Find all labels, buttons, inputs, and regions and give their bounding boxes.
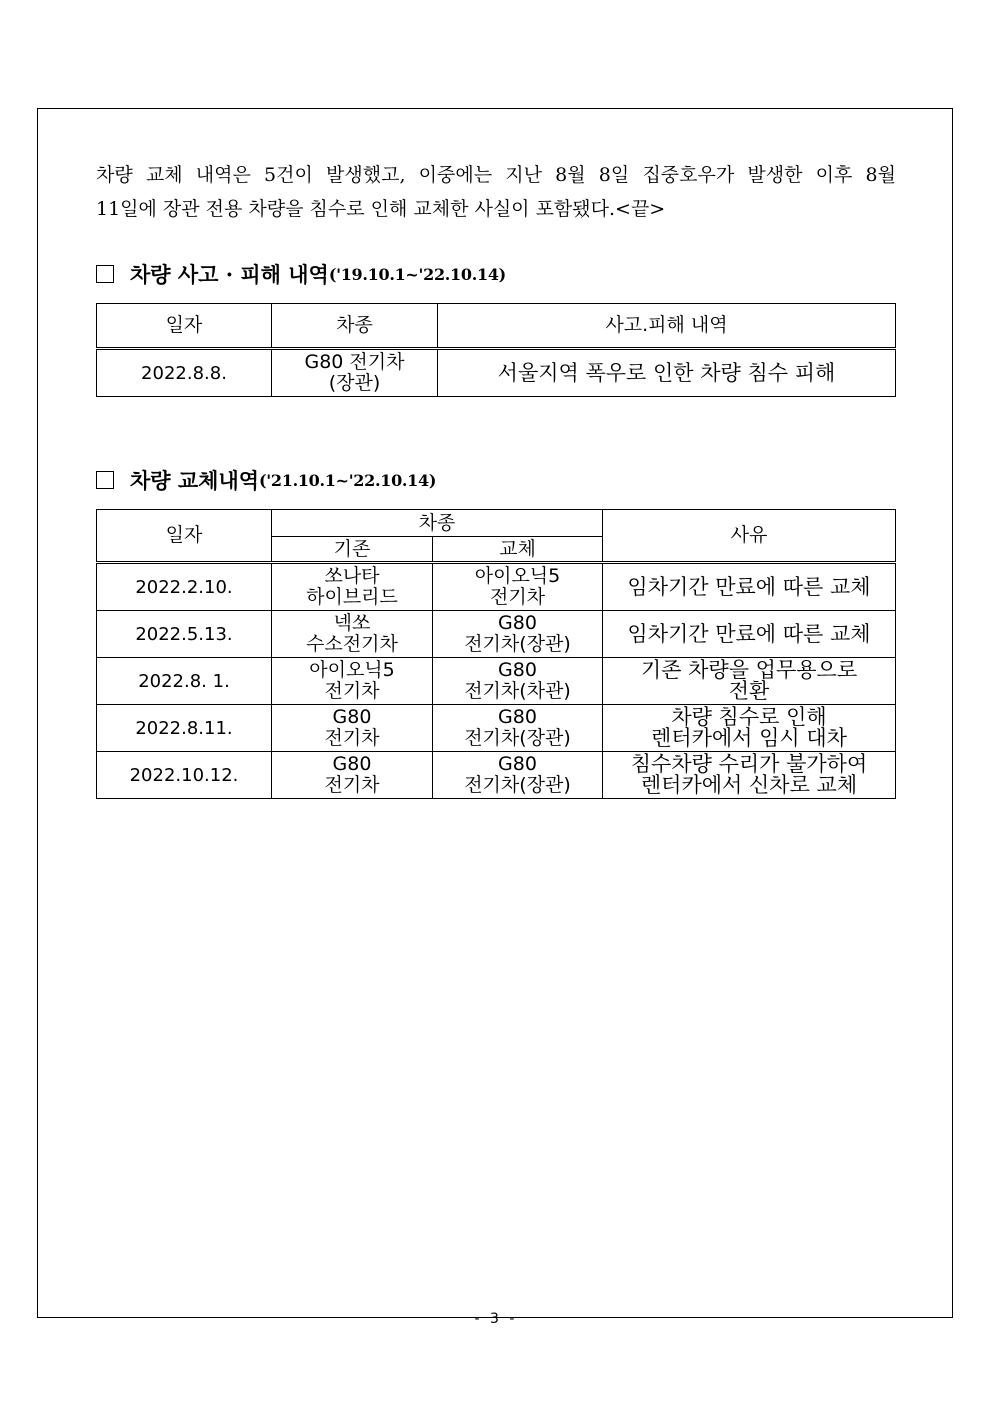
cell-old-line: 하이브리드 xyxy=(306,586,398,608)
section-date-range: ('21.10.1~'22.10.14) xyxy=(259,470,437,490)
cell-old-line: G80 xyxy=(332,706,372,728)
section-date-range: ('19.10.1~'22.10.14) xyxy=(328,264,506,284)
cell-new-line: 아이오닉5 xyxy=(474,565,561,587)
cell-date: 2022.8.11. xyxy=(97,705,272,752)
cell-new-line: G80 xyxy=(498,753,537,775)
section-title: 차량 교체내역 xyxy=(130,468,260,493)
cell-new-line: 전기차(장관) xyxy=(464,774,571,796)
header-reason: 사유 xyxy=(603,510,896,563)
cell-reason-line: 렌터카에서 임시 대차 xyxy=(651,726,847,750)
header-old: 기존 xyxy=(272,537,433,563)
header-date: 일자 xyxy=(97,304,272,349)
cell-new-line: G80 xyxy=(498,706,537,728)
cell-old xyxy=(272,752,433,799)
cell-old-line: G80 xyxy=(332,753,372,775)
cell-new-line: G80 xyxy=(498,659,537,681)
accident-table xyxy=(96,303,896,397)
cell-reason xyxy=(603,611,896,658)
table-header-row xyxy=(97,304,896,349)
cell-reason-line: 차량 침수로 인해 xyxy=(671,705,827,729)
cell-old-line: 전기차 xyxy=(324,680,380,702)
paragraph-line-1: 차량 교체 내역은 5건이 발생했고, 이중에는 지난 8월 8일 집중호우가 발생한 이후 8월 xyxy=(96,164,896,186)
table-row xyxy=(97,705,896,752)
cell-new-line: 전기차(장관) xyxy=(464,727,571,749)
checkbox-square-icon xyxy=(96,265,114,283)
cell-old-line: 수소전기차 xyxy=(306,633,398,655)
table-header-row xyxy=(97,510,896,537)
cell-old xyxy=(272,563,433,611)
page-number: - 3 - xyxy=(474,1311,518,1327)
cell-new-line: 전기차 xyxy=(489,586,546,608)
cell-reason-line: 기존 차량을 업무용으로 xyxy=(640,658,858,682)
table-row xyxy=(97,563,896,611)
cell-reason xyxy=(603,705,896,752)
cell-car-line1: G80 전기차 xyxy=(304,351,405,373)
cell-new xyxy=(433,563,603,611)
cell-old-line: 아이오닉5 xyxy=(309,659,395,681)
cell-reason xyxy=(603,658,896,705)
cell-new xyxy=(433,611,603,658)
section-heading-accidents xyxy=(96,259,506,289)
cell-new-line: G80 xyxy=(498,612,537,634)
cell-old xyxy=(272,658,433,705)
cell-reason-line: 침수차량 수리가 불가하여 xyxy=(630,752,868,776)
table-row xyxy=(97,658,896,705)
cell-date: 2022.2.10. xyxy=(97,563,272,611)
section-heading-replacements xyxy=(96,465,436,495)
cell-new xyxy=(433,658,603,705)
cell-new xyxy=(433,705,603,752)
header-car: 차종 xyxy=(272,304,438,349)
cell-old xyxy=(272,705,433,752)
cell-car xyxy=(272,349,438,397)
header-car: 차종 xyxy=(272,510,603,537)
cell-date: 2022.8.8. xyxy=(97,349,272,397)
replacement-table xyxy=(96,509,896,799)
cell-date: 2022.5.13. xyxy=(97,611,272,658)
cell-date: 2022.10.12. xyxy=(97,752,272,799)
cell-old-line: 넥쏘 xyxy=(333,612,371,634)
table-row xyxy=(97,349,896,397)
cell-reason-line: 전환 xyxy=(728,679,770,703)
cell-reason-line: 임차기간 만료에 따른 교체 xyxy=(627,574,871,599)
cell-old-line: 전기차 xyxy=(324,727,380,749)
cell-new-line: 전기차(차관) xyxy=(464,680,571,702)
cell-reason-line: 임차기간 만료에 따른 교체 xyxy=(627,621,871,646)
cell-new xyxy=(433,752,603,799)
cell-old xyxy=(272,611,433,658)
cell-date: 2022.8. 1. xyxy=(97,658,272,705)
cell-car-line2: (장관) xyxy=(328,372,381,394)
header-detail: 사고.피해 내역 xyxy=(438,304,896,349)
header-new: 교체 xyxy=(433,537,603,563)
table-row xyxy=(97,752,896,799)
paragraph-line-2: 11일에 장관 전용 차량을 침수로 인해 교체한 사실이 포함됐다.<끝> xyxy=(96,198,666,220)
header-date: 일자 xyxy=(97,510,272,563)
table-row xyxy=(97,611,896,658)
checkbox-square-icon xyxy=(96,471,114,489)
body-paragraph xyxy=(96,158,896,226)
cell-reason xyxy=(603,752,896,799)
cell-reason xyxy=(603,563,896,611)
cell-new-line: 전기차(장관) xyxy=(464,633,571,655)
cell-old-line: 쏘나타 xyxy=(324,565,380,587)
cell-detail: 서울지역 폭우로 인한 차량 침수 피해 xyxy=(438,349,896,397)
cell-old-line: 전기차 xyxy=(324,774,380,796)
section-title: 차량 사고 · 피해 내역 xyxy=(130,262,329,287)
cell-reason-line: 렌터카에서 신차로 교체 xyxy=(640,773,858,797)
